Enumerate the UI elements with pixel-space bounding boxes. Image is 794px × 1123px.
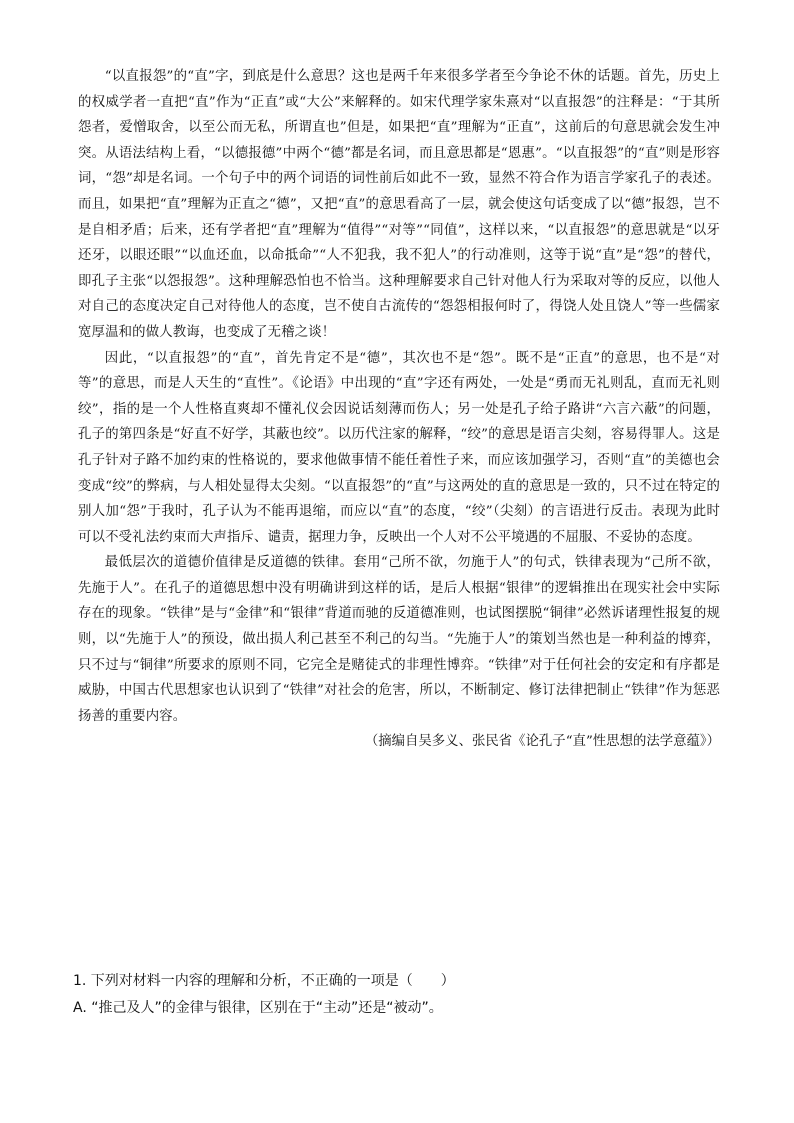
passage-paragraph-1: “以直报怨”的“直”字，到底是什么意思？这也是两千年来很多学者至今争论不休的话题。首先，历史上的权威学者一直把“直”作为“正直”或“大公”来解释的。如宋代理学家朱熹对“以直报怨”的注释是：“于其所怨者，爱憎取舍，以至公而无私，所谓直也”但是，如果把“直”理解为“正直”，这前后的句意思就会发生冲突。从语法结构上看，“以德报德”中两个“德”都是名词，而且意思都是“恩惠”。“以直报怨”的“直”则是形容词，“怨”却是名词。一个句子中的两个词语的词性前后如此不一致，显然不符合作为语言学家孔子的表述。而且，如果把“直”理解为正直之“德”，又把“直”的意思看高了一层，就会使这句话变成了以“德”报怨，岂不是自相矛盾；后来，还有学者把“直”理解为“值得”“对等”“同值”，这样以来，“以直报怨”的意思就是“以牙还牙，以眼还眼”“以血还血，以命抵命”“人不犯我，我不犯人”的行动准则，这等于说“直”是“怨”的替代，即孔子主张“以怨报怨”。这种理解恐怕也不恰当。这种理解要求自己针对他人行为采取对等的反应，以他人对自己的态度决定自己对待他人的态度，岂不使自古流传的“怨怨相报何时了，得饶人处且饶人”等一些儒家宽厚温和的做人教诲，也变成了无稽之谈！ — [78, 69, 720, 340]
passage-paragraph-3: 最低层次的道德价值律是反道德的铁律。套用“己所不欲，勿施于人”的句式，铁律表现为“己所不欲，先施于人”。在孔子的道德思想中没有明确讲到这样的话，是后人根据“银律”的逻辑推出在现实社会中实际存在的现象。“铁律”是与“金律”和“银律”背道而驰的反道德准则，也试图摆脱“铜律”必然诉诸理性报复的规则，以“先施于人”的预设，做出损人利己甚至不利己的勾当。“先施于人”的策划当然也是一种利益的博弈，只不过与“铜律”所要求的原则不同，它完全是赌徒式的非理性博弈。“铁律”对于任何社会的安定和有序都是威胁，中国古代思想家也认识到了“铁律”对社会的危害，所以，不断制定、修订法律把制止“铁律”作为惩恶扬善的重要内容。 — [78, 555, 720, 724]
reading-passage — [78, 64, 720, 755]
question-1-option-a: A. “推己及人”的金律与银律，区别在于“主动”还是“被动”。 — [73, 1000, 443, 1016]
question-1-stem: 1. 下列对材料一内容的理解和分析，不正确的一项是（ ） — [73, 973, 455, 989]
passage-source: （摘编自吴多义、张民省《论孔子“直”性思想的法学意蕴》） — [364, 734, 720, 750]
passage-paragraph-2: 因此，“以直报怨”的“直”，首先肯定不是“德”，其次也不是“怨”。既不是“正直”的意思，也不是“对等”的意思，而是人天生的“直性”。《论语》中出现的“直”字还有两处，一处是“勇而无礼则乱，直而无礼则绞”，指的是一个人性格直爽却不懂礼仪会因说话刻薄而伤人；另一处是孔子给子路讲“六言六蔽”的问题，孔子的第四条是“好直不好学，其蔽也绞”。以历代注家的解释，“绞”的意思是语言尖刻，容易得罪人。这是孔子针对子路不加约束的性格说的，要求他做事情不能任着性子来，而应该加强学习，否则“直”的美德也会变成“绞”的弊病，与人相处显得太尖刻。“以直报怨”的“直”与这两处的直的意思是一致的，只不过在特定的别人加“怨”于我时，孔子认为不能再退缩，而应以“直”的态度，“绞”（尖刻）的言语进行反击。表现为此时可以不受礼法约束而大声指斥、谴责，据理力争，反映出一个人对不公平境遇的不屈服、不妥协的态度。 — [78, 350, 720, 545]
question-section — [73, 968, 723, 1022]
